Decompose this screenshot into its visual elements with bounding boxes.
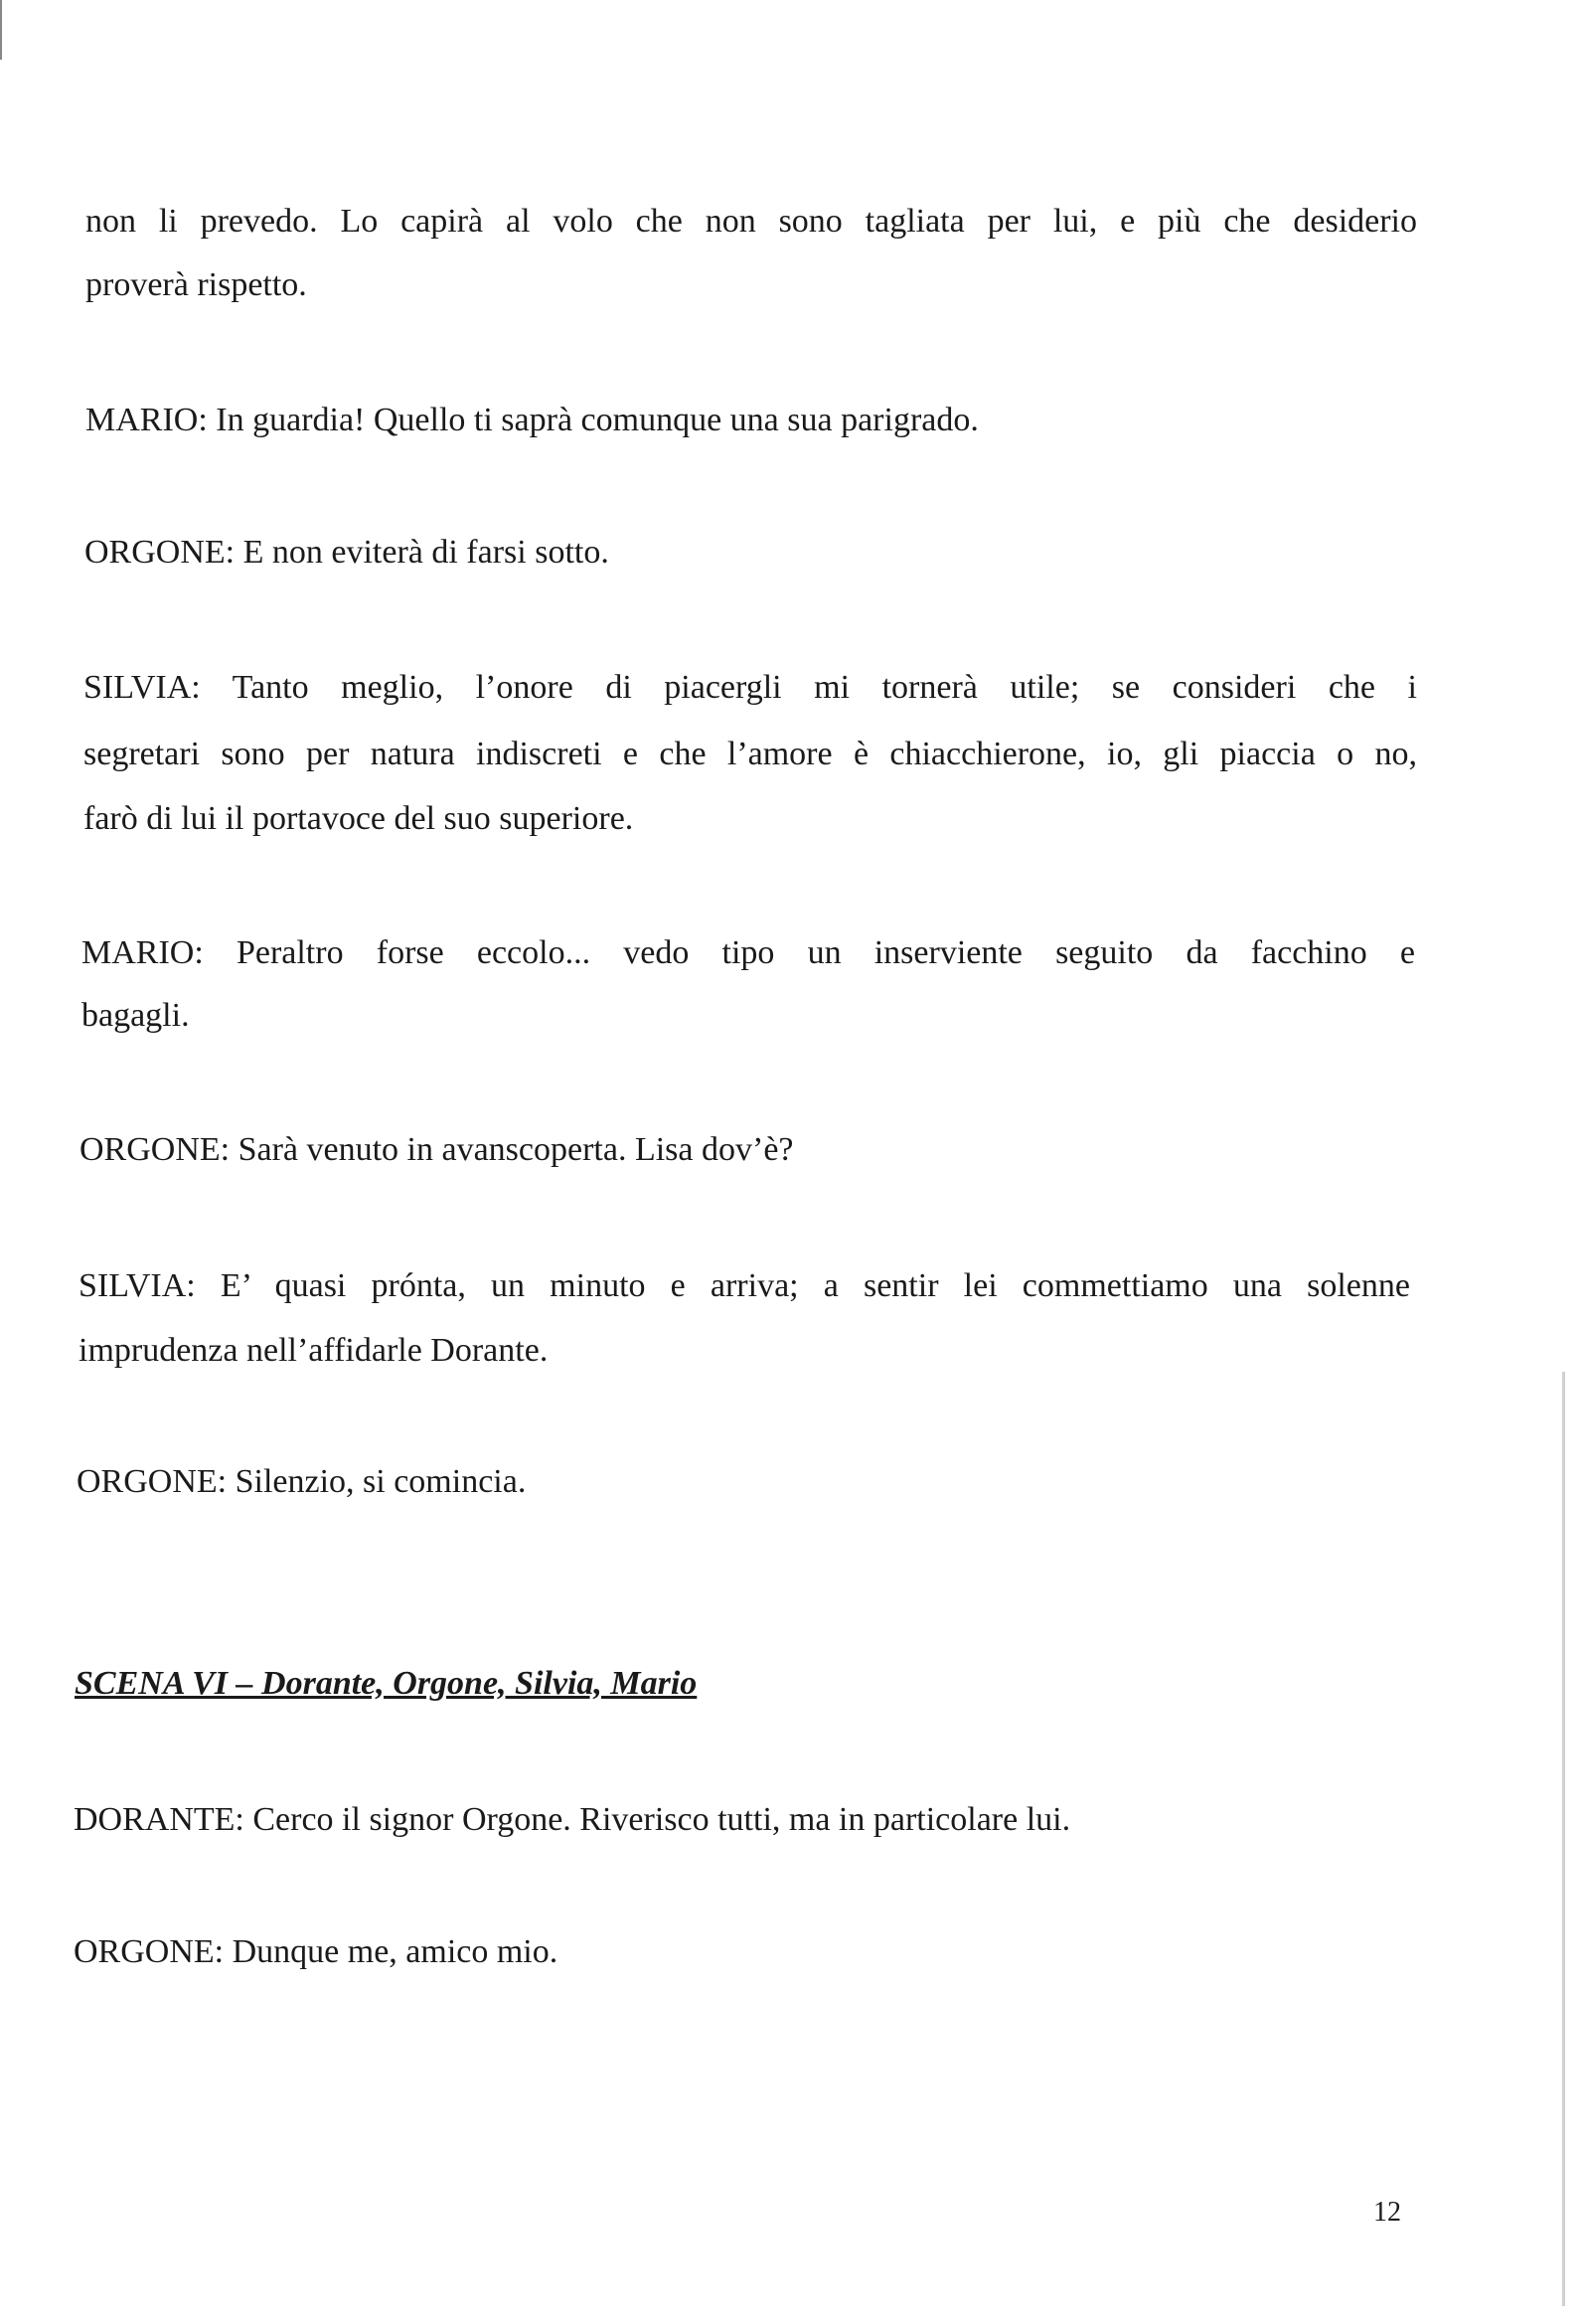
paragraph [85,189,1417,253]
paragraph [79,1117,1413,1182]
text-line: ORGONE: E non eviterà di farsi sotto. [84,534,609,571]
paragraph [74,1919,1415,1984]
text-line: bagagli. [81,997,190,1034]
paragraph [85,388,1417,452]
text-line: DORANTE: Cerco il signor Orgone. Riverisco tutti, ma in particolare lui. [74,1801,1071,1838]
text-line: MARIO: Peraltro forse eccolo... vedo tipo un inserviente seguito da facchino e [81,934,1415,971]
paragraph [79,1318,1410,1383]
paragraph [79,1253,1410,1318]
text-line: MARIO: In guardia! Quello ti saprà comunque una sua parigrado. [85,402,979,438]
text-line: ORGONE: Sarà venuto in avanscoperta. Lisa dov’è? [79,1131,794,1168]
paragraph [83,655,1417,720]
text-line: SILVIA: Tanto meglio, l’onore di piacergli mi tornerà utile; se consideri che i [83,669,1417,706]
scan-edge-shadow [1562,1372,1565,2306]
page-number: 12 [1373,2197,1401,2228]
paragraph [74,1787,1415,1852]
paragraph [83,722,1417,786]
text-line: SILVIA: E’ quasi prónta, un minuto e arriva; a sentir lei commettiamo una solenne [79,1267,1410,1304]
text-line: segretari sono per natura indiscreti e che l’amore è chiacchierone, io, gli piaccia o no, [83,736,1417,772]
scan-edge-mark [0,0,2,60]
text-line: imprudenza nell’affidarle Dorante. [79,1332,549,1369]
paragraph [77,1449,1408,1514]
text-line: proverà rispetto. [85,266,307,303]
scene-heading: SCENA VI – Dorante, Orgone, Silvia, Mario [75,1665,698,1702]
text-line: ORGONE: Dunque me, amico mio. [74,1933,558,1970]
paragraph [83,786,1417,851]
paragraph [85,252,1417,317]
text-line: ORGONE: Silenzio, si comincia. [77,1463,527,1500]
text-line: non li prevedo. Lo capirà al volo che non sono tagliata per lui, e più che desiderio [85,203,1417,240]
text-line: farò di lui il portavoce del suo superiore. [83,800,634,837]
paragraph [81,983,1415,1048]
paragraph [81,920,1415,985]
paragraph [84,520,1416,584]
